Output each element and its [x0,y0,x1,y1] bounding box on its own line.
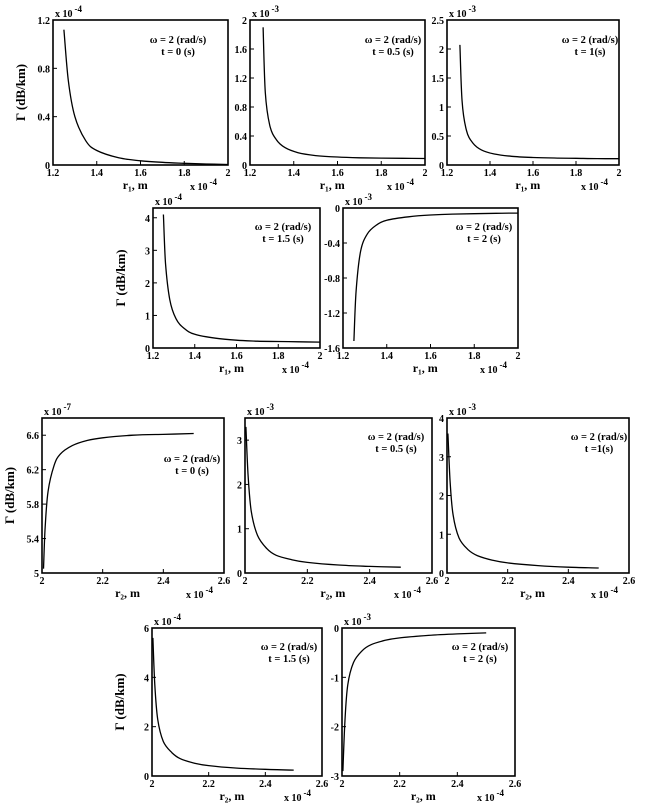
annotation-line: ω = 2 (rad/s) [561,35,619,46]
y-tick-label: 1 [439,530,444,542]
y-axis-label: Γ (dB/km) [13,63,28,122]
y-exponent-label [252,4,279,20]
x-tick-label: 2.4 [562,576,575,587]
y-exponent-power: -4 [174,192,182,202]
x-axis-label: r₁, m [122,178,148,192]
y-tick-label: -0.8 [324,274,340,285]
y-tick-label: 1 [237,524,242,536]
y-tick-label: 0 [145,344,150,355]
x-exponent-base: x 10 [394,590,412,601]
y-tick-label: -3 [330,772,339,783]
x-exponent-label [186,585,213,601]
annotation-line: ω = 2 (rad/s) [254,222,312,233]
x-tick-label: 1.6 [526,168,540,179]
y-exponent-label [55,4,82,20]
x-exponent-power: -4 [413,585,421,595]
annotation-line: ω = 2 (rad/s) [455,222,513,233]
x-tick-label: 2.4 [363,576,376,587]
y-tick-label: 2 [439,45,444,56]
y-tick-label: 4 [144,673,149,685]
y-tick-label: 6.2 [26,465,39,477]
y-exponent-label [155,192,182,208]
y-exponent-power: -3 [364,192,372,202]
y-tick-label: 2.5 [431,16,444,27]
x-exponent-label [581,177,608,193]
x-tick-label: 1.4 [483,168,497,179]
y-exponent-label [345,192,372,208]
y-tick-label: 1.2 [234,74,247,85]
y-tick-label: 1.2 [37,16,50,27]
x-exponent-label [190,177,217,193]
x-tick-label: 1.2 [146,351,160,362]
x-exponent-base: x 10 [477,793,495,804]
y-tick-label: -1.2 [324,309,340,320]
y-axis-label: Γ (dB/km) [112,673,127,731]
x-exponent-label [284,788,311,804]
x-axis-label: r₁, m [515,178,541,192]
y-tick-label: 2 [237,480,242,492]
x-tick-label: 2 [39,576,45,587]
x-exponent-power: -4 [301,360,309,370]
y-tick-label: 0 [439,161,444,172]
y-exponent-base: x 10 [44,407,62,418]
y-tick-label: 2 [439,491,444,503]
x-exponent-label [387,177,414,193]
x-exponent-label [591,585,618,601]
annotation-line: t =1(s) [584,444,614,455]
y-exponent-base: x 10 [449,9,467,20]
x-tick-label: 1.2 [243,168,257,179]
y-tick-label: 0.8 [37,64,50,76]
x-exponent-power: -4 [205,585,213,595]
annotation-line: ω = 2 (rad/s) [260,642,318,653]
annotation-line: ω = 2 (rad/s) [451,642,509,653]
panel-5 [324,192,520,376]
x-exponent-power: -4 [209,177,217,187]
x-tick-label: 2.2 [501,576,514,587]
y-exponent-power: -3 [468,402,476,412]
x-tick-label: 1.4 [90,168,103,179]
panel-6 [2,402,230,601]
x-axis-label: r₂, m [410,789,436,803]
panel-3 [432,4,622,193]
x-axis-label: r₂, m [219,789,245,803]
y-tick-label: 1 [145,311,150,323]
y-exponent-label [247,402,274,418]
x-tick-label: 2.2 [96,576,109,587]
x-tick-label: 2.4 [157,576,170,587]
x-tick-label: 1.8 [272,351,285,362]
y-tick-label: 0 [335,204,340,215]
plot-frame [42,418,224,573]
x-tick-label: 1.8 [178,168,191,179]
y-tick-label: 1.6 [234,45,247,56]
x-tick-label: 1.2 [336,351,350,362]
x-exponent-label [282,360,309,376]
y-exponent-power: -3 [363,612,371,622]
y-tick-label: 3 [145,246,150,258]
panel-10 [331,612,522,804]
annotation-line: t = 0.5 (s) [375,444,417,455]
x-tick-label: 2 [242,576,248,587]
y-tick-label: 0.8 [234,103,247,114]
x-tick-label: 1.6 [424,351,437,362]
annotation-line: t = 1(s) [574,47,606,58]
x-tick-label: 1.8 [375,168,388,179]
y-exponent-base: x 10 [154,617,172,628]
x-tick-label: 1.4 [380,351,393,362]
y-tick-label: 0.4 [234,132,247,143]
y-tick-label: -2 [330,722,339,734]
x-exponent-label [477,788,504,804]
y-tick-label: 5.8 [26,500,39,512]
y-tick-label: 0 [144,772,149,783]
x-tick-label: 2 [515,351,521,362]
y-tick-label: 0 [242,161,247,172]
y-tick-label: 5.4 [26,534,39,546]
y-tick-label: 0 [45,161,50,172]
annotation-line: t = 0.5 (s) [372,47,414,58]
x-tick-label: 1.4 [188,351,201,362]
annotation-line: t = 0 (s) [175,466,209,477]
x-axis-label: r₁, m [412,361,438,375]
y-tick-label: 3 [237,436,242,448]
x-tick-label: 2 [616,168,622,179]
y-exponent-label [344,612,371,628]
y-tick-label: 0 [237,569,242,580]
x-tick-label: 2.4 [451,779,464,790]
x-exponent-base: x 10 [190,182,208,193]
x-tick-label: 2.2 [301,576,314,587]
y-exponent-base: x 10 [155,197,173,208]
y-exponent-power: -3 [266,402,274,412]
panel-9 [112,612,328,804]
y-exponent-base: x 10 [252,9,270,20]
y-exponent-base: x 10 [55,9,73,20]
annotation-line: ω = 2 (rad/s) [570,432,628,443]
y-tick-label: -1 [330,673,339,685]
x-tick-label: 1.4 [287,168,300,179]
x-tick-label: 1.6 [134,168,147,179]
x-tick-label: 2 [444,576,450,587]
x-axis-label: r₁, m [319,178,345,192]
x-tick-label: 2.6 [508,779,522,790]
y-tick-label: 2 [242,16,247,27]
y-tick-label: -0.4 [324,239,340,250]
y-tick-label: 4 [439,414,444,425]
annotation-line: ω = 2 (rad/s) [163,454,221,465]
x-exponent-base: x 10 [186,590,204,601]
x-exponent-base: x 10 [591,590,609,601]
x-exponent-base: x 10 [282,365,300,376]
y-tick-label: 3 [439,452,444,464]
y-tick-label: 0 [334,624,339,635]
x-tick-label: 2.6 [315,779,329,790]
x-exponent-power: -4 [303,788,311,798]
y-exponent-power: -4 [74,4,82,14]
x-tick-label: 2.4 [259,779,272,790]
y-exponent-base: x 10 [449,407,467,418]
x-tick-label: 2 [149,779,155,790]
annotation-line: t = 1.5 (s) [262,234,304,245]
panel-2 [235,4,428,193]
x-exponent-label [480,360,507,376]
x-axis-label: r₂, m [520,586,546,600]
x-exponent-power: -4 [600,177,608,187]
annotation-line: t = 1.5 (s) [268,654,310,665]
x-tick-label: 1.6 [230,351,243,362]
y-exponent-label [154,612,181,628]
y-tick-label: 1.5 [431,74,444,85]
y-exponent-power: -7 [63,402,71,412]
annotation-line: t = 2 (s) [463,654,497,665]
y-exponent-label [449,402,476,418]
x-tick-label: 2.6 [425,576,439,587]
y-tick-label: 0.4 [37,112,50,124]
y-tick-label: 6.6 [26,431,39,443]
annotation-line: t = 2 (s) [467,234,501,245]
x-exponent-power: -4 [610,585,618,595]
y-tick-label: 1 [439,103,444,114]
panel-1 [13,4,231,193]
x-exponent-base: x 10 [480,365,498,376]
annotation-line: ω = 2 (rad/s) [149,35,207,46]
x-tick-label: 2 [225,168,231,179]
x-exponent-power: -4 [406,177,414,187]
x-exponent-power: -4 [496,788,504,798]
y-tick-label: 2 [145,278,150,290]
y-tick-label: 0.5 [431,132,444,143]
x-tick-label: 2.6 [217,576,231,587]
x-tick-label: 2 [422,168,428,179]
panel-8 [439,402,635,601]
x-axis-label: r₂, m [115,586,141,600]
y-tick-label: 2 [144,722,149,734]
y-exponent-power: -3 [468,4,476,14]
y-exponent-power: -4 [173,612,181,622]
y-tick-label: 0 [439,569,444,580]
y-exponent-base: x 10 [247,407,265,418]
x-tick-label: 2.6 [622,576,636,587]
x-exponent-base: x 10 [581,182,599,193]
x-exponent-base: x 10 [284,793,302,804]
x-tick-label: 1.8 [569,168,583,179]
x-tick-label: 1.2 [440,168,454,179]
y-exponent-label [44,402,71,418]
y-exponent-power: -3 [271,4,279,14]
y-axis-label: Γ (dB/km) [113,249,128,307]
y-axis-label: Γ (dB/km) [2,466,17,525]
annotation-line: ω = 2 (rad/s) [364,35,422,46]
x-exponent-base: x 10 [387,182,405,193]
x-exponent-power: -4 [499,360,507,370]
x-exponent-label [394,585,421,601]
y-tick-label: 6 [144,624,149,635]
x-tick-label: 1.8 [468,351,481,362]
x-tick-label: 1.6 [331,168,344,179]
x-tick-label: 2.2 [393,779,406,790]
panel-7 [237,402,438,601]
y-tick-label: 4 [145,213,150,225]
y-tick-label: 5 [34,569,39,580]
y-exponent-base: x 10 [344,617,362,628]
x-tick-label: 2.2 [202,779,215,790]
x-tick-label: 2 [339,779,345,790]
x-axis-label: r₂, m [320,586,346,600]
annotation-line: t = 0 (s) [161,47,195,58]
y-exponent-label [449,4,476,20]
x-axis-label: r₁, m [219,361,244,375]
y-tick-label: -1.6 [324,344,340,355]
y-exponent-base: x 10 [345,197,363,208]
x-tick-label: 1.2 [46,168,60,179]
x-tick-label: 2 [317,351,323,362]
panel-4 [113,192,323,376]
annotation-line: ω = 2 (rad/s) [367,432,425,443]
